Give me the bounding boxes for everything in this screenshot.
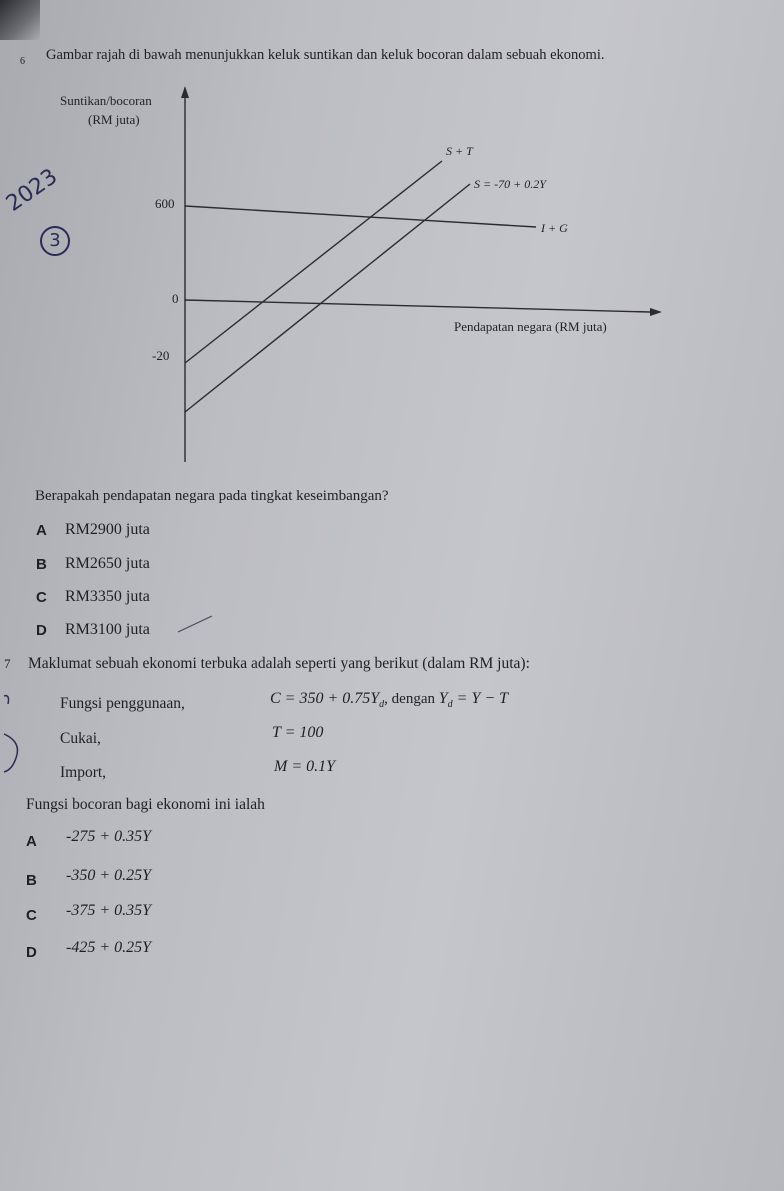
y-axis-arrow <box>181 86 189 98</box>
row-consumption-label: Fungsi penggunaan, <box>60 695 185 712</box>
label-i-plus-g: I + G <box>541 221 568 235</box>
q6-option-c-letter: C <box>36 589 47 606</box>
question2-intro: Maklumat sebuah ekonomi terbuka adalah seperti yang berikut (dalam RM juta): <box>28 655 530 672</box>
handwritten-circled-number: 3 <box>40 226 70 256</box>
s-line <box>185 184 470 412</box>
handwritten-brackets <box>0 690 40 790</box>
q7-option-d-letter: D <box>26 944 37 961</box>
q7-option-c-letter: C <box>26 907 37 924</box>
q6-option-d-text: RM3100 juta <box>65 621 150 638</box>
ylabel-line1: Suntikan/bocoran <box>60 93 152 108</box>
injection-leakage-chart <box>0 0 784 470</box>
question2-prompt: Fungsi bocoran bagi ekonomi ini ialah <box>26 796 265 813</box>
q6-option-b-letter: B <box>36 556 47 573</box>
q7-option-d-text: -425 + 0.25Y <box>66 939 152 956</box>
q6-option-a-text: RM2900 juta <box>65 521 150 538</box>
tick-600: 600 <box>155 196 175 211</box>
q7-option-a-text: -275 + 0.35Y <box>66 828 152 845</box>
pencil-tick-mark <box>176 612 216 634</box>
x-axis-arrow <box>650 308 662 316</box>
q6-option-b-text: RM2650 juta <box>65 555 150 572</box>
q6-option-c-text: RM3350 juta <box>65 588 150 605</box>
row-import-label: Import, <box>60 764 107 781</box>
question-intro: Gambar rajah di bawah menunjukkan keluk suntikan dan keluk bocoran dalam sebuah ekonomi. <box>46 47 605 63</box>
ig-line <box>185 206 536 227</box>
q7-option-c-text: -375 + 0.35Y <box>66 902 152 919</box>
row-import-formula: M = 0.1Y <box>274 758 336 775</box>
q6-option-a-letter: A <box>36 522 47 539</box>
tick-neg20: -20 <box>152 348 170 363</box>
xlabel: Pendapatan negara (RM juta) <box>454 319 607 334</box>
row-consumption-formula: $C = 350 + 0.75Y_d$, dengan $Y_d = Y - T$ <box>270 690 509 711</box>
label-s-function: S = -70 + 0.2Y <box>474 177 546 191</box>
q7-option-b-letter: B <box>26 872 37 889</box>
row-tax-formula: T = 100 <box>272 724 324 741</box>
q7-option-b-text: -350 + 0.25Y <box>66 867 152 884</box>
question-prompt: Berapakah pendapatan negara pada tingkat keseimbangan? <box>35 488 389 504</box>
question2-number: 7 <box>4 656 11 671</box>
q7-option-a-letter: A <box>26 833 37 850</box>
row-tax-label: Cukai, <box>60 730 101 747</box>
q6-option-d-letter: D <box>36 622 47 639</box>
st-line <box>185 161 442 363</box>
ylabel-line2: (RM juta) <box>88 112 140 127</box>
x-axis <box>185 300 650 312</box>
question-number: 6 <box>20 56 25 67</box>
handwritten-year: 2023 <box>1 164 63 217</box>
tick-0: 0 <box>172 291 179 306</box>
label-s-plus-t: S + T <box>446 144 473 158</box>
